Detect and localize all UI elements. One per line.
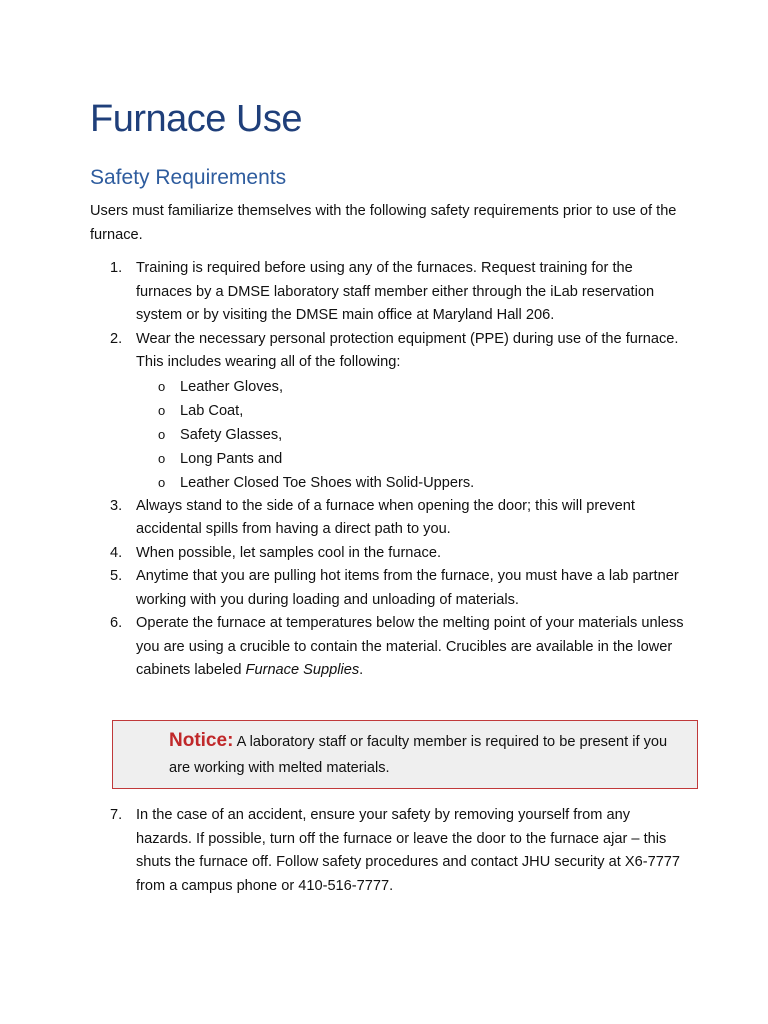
item-suffix: . xyxy=(359,662,364,678)
notice-text: A laboratory staff or faculty member is required to be present if you are working with melted materials. xyxy=(169,734,668,776)
item-number: 5. xyxy=(110,568,123,584)
item-number: 3. xyxy=(110,497,123,514)
item-text: Wear the necessary personal protection equipment (PPE) during use of the furnace. This includes wearing all of the following: xyxy=(136,330,679,370)
list-item xyxy=(90,565,690,612)
circle-bullet-icon: o xyxy=(158,402,166,418)
safety-requirements-list-continued xyxy=(90,804,690,898)
item-number: 6. xyxy=(110,615,123,631)
list-item xyxy=(90,495,690,542)
item-number: 1. xyxy=(110,260,123,276)
circle-bullet-icon: o xyxy=(158,426,166,442)
item-text: Training is required before using any of the furnaces. Request training for the furnaces by a DMSE laboratory staff member either through the iLab reservation system or by visiting the DMSE main office at Maryland Hall 206. xyxy=(136,260,655,323)
notice-box xyxy=(112,720,698,789)
sublist-item xyxy=(136,375,690,399)
sublist-item xyxy=(136,399,690,423)
sublist-item xyxy=(136,471,690,495)
list-item xyxy=(90,328,690,495)
list-item xyxy=(90,612,690,683)
item-emphasis: Furnace Supplies xyxy=(245,662,360,678)
intro-paragraph: Users must familiarize themselves with the following safety requirements prior to use of the furnace. xyxy=(90,203,677,243)
sublist-item-text: Leather Closed Toe Shoes with Solid-Uppers. xyxy=(180,474,475,491)
item-number: 2. xyxy=(110,330,123,347)
item-text: In the case of an accident, ensure your safety by removing yourself from any hazards. If possible, turn off the furnace or leave the door to the furnace ajar – this shuts the furnace off. Follow safety procedures and contact JHU security at X6-7777 from a campus phone or 410-516-7777. xyxy=(136,807,681,894)
sublist-item-text: Lab Coat, xyxy=(180,402,244,419)
section-heading: Safety Requirements xyxy=(90,166,287,189)
circle-bullet-icon: o xyxy=(158,378,166,394)
list-item xyxy=(90,804,690,898)
page-title: Furnace Use xyxy=(90,98,303,140)
sublist-item xyxy=(136,423,690,447)
item-number: 4. xyxy=(110,544,123,561)
item-number: 7. xyxy=(110,807,123,823)
sublist-item-text: Long Pants and xyxy=(180,450,283,467)
item-text: Operate the furnace at temperatures below the melting point of your materials unless you are using a crucible to contain the material. Crucibles are available in the lower cabinets labeled xyxy=(136,615,684,678)
item-text: Always stand to the side of a furnace when opening the door; this will prevent accidental spills from having a direct path to you. xyxy=(136,497,635,537)
notice-label: Notice: xyxy=(169,730,234,751)
list-item xyxy=(90,542,690,566)
item-text: When possible, let samples cool in the furnace. xyxy=(136,544,442,561)
circle-bullet-icon: o xyxy=(158,474,166,490)
list-item xyxy=(90,257,690,328)
sublist-item-text: Safety Glasses, xyxy=(180,426,283,443)
item-text: Anytime that you are pulling hot items from the furnace, you must have a lab partner working with you during loading and unloading of materials. xyxy=(136,568,679,608)
sublist-item xyxy=(136,447,690,471)
sublist-item-text: Leather Gloves, xyxy=(180,378,284,395)
ppe-sublist xyxy=(136,375,690,495)
safety-requirements-list xyxy=(90,257,690,683)
circle-bullet-icon: o xyxy=(158,450,166,466)
